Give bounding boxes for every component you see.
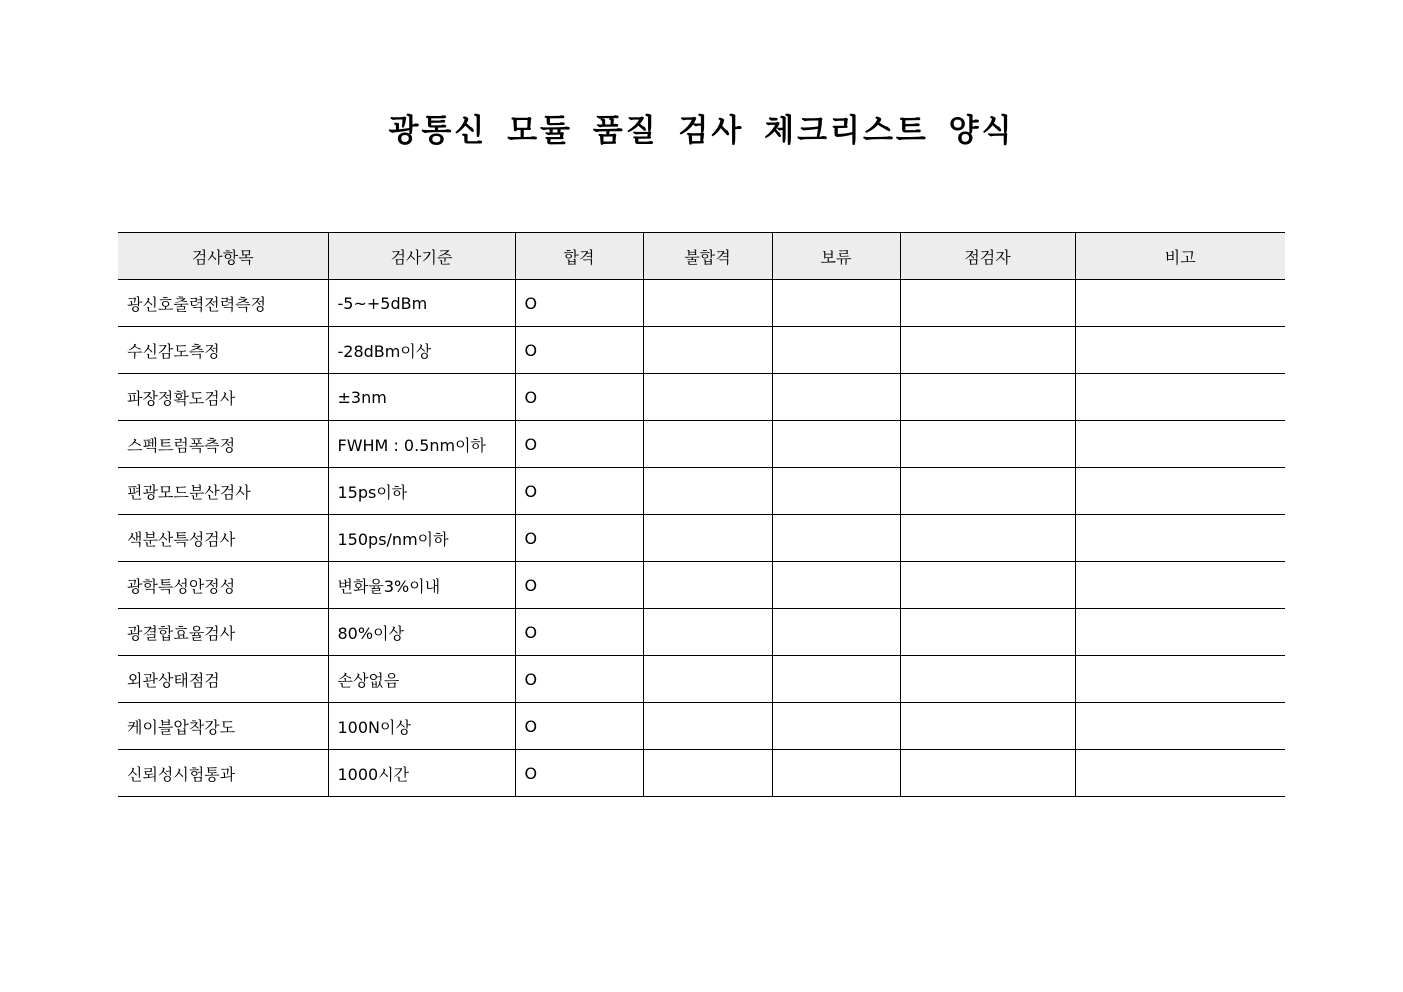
note-cell[interactable] — [1075, 750, 1285, 797]
header-cell-standard: 검사기준 — [328, 233, 515, 280]
item-cell: 스펙트럼폭측정 — [118, 421, 328, 468]
header-cell-inspector: 점검자 — [900, 233, 1075, 280]
table-row — [118, 280, 1285, 327]
item-cell: 광결합효율검사 — [118, 609, 328, 656]
fail-cell[interactable] — [643, 562, 772, 609]
pass-cell[interactable]: O — [515, 421, 643, 468]
fail-cell[interactable] — [643, 703, 772, 750]
hold-cell[interactable] — [772, 703, 900, 750]
pass-cell[interactable]: O — [515, 468, 643, 515]
table-row — [118, 515, 1285, 562]
standard-cell: 손상없음 — [328, 656, 515, 703]
table-row — [118, 468, 1285, 515]
item-cell: 파장정확도검사 — [118, 374, 328, 421]
standard-cell: 1000시간 — [328, 750, 515, 797]
fail-cell[interactable] — [643, 280, 772, 327]
note-cell[interactable] — [1075, 280, 1285, 327]
standard-cell: 150ps/nm이하 — [328, 515, 515, 562]
header-cell-pass: 합격 — [515, 233, 643, 280]
inspector-cell[interactable] — [900, 703, 1075, 750]
standard-cell: -28dBm이상 — [328, 327, 515, 374]
pass-cell[interactable]: O — [515, 656, 643, 703]
fail-cell[interactable] — [643, 421, 772, 468]
table-row — [118, 609, 1285, 656]
inspector-cell[interactable] — [900, 468, 1075, 515]
item-cell: 편광모드분산검사 — [118, 468, 328, 515]
item-cell: 케이블압착강도 — [118, 703, 328, 750]
inspector-cell[interactable] — [900, 374, 1075, 421]
inspection-checklist-table — [118, 232, 1285, 797]
table-row — [118, 421, 1285, 468]
hold-cell[interactable] — [772, 280, 900, 327]
inspector-cell[interactable] — [900, 562, 1075, 609]
item-cell: 신뢰성시험통과 — [118, 750, 328, 797]
pass-cell[interactable]: O — [515, 374, 643, 421]
inspector-cell[interactable] — [900, 656, 1075, 703]
inspector-cell[interactable] — [900, 515, 1075, 562]
page-title: 광통신 모듈 품질 검사 체크리스트 양식 — [388, 113, 1015, 149]
pass-cell[interactable]: O — [515, 280, 643, 327]
standard-cell: 80%이상 — [328, 609, 515, 656]
inspector-cell[interactable] — [900, 421, 1075, 468]
table-row — [118, 327, 1285, 374]
fail-cell[interactable] — [643, 515, 772, 562]
item-cell: 색분산특성검사 — [118, 515, 328, 562]
table-row — [118, 703, 1285, 750]
item-cell: 광신호출력전력측정 — [118, 280, 328, 327]
standard-cell: 100N이상 — [328, 703, 515, 750]
inspector-cell[interactable] — [900, 327, 1075, 374]
table-row — [118, 750, 1285, 797]
note-cell[interactable] — [1075, 562, 1285, 609]
inspector-cell[interactable] — [900, 750, 1075, 797]
item-cell: 외관상태점검 — [118, 656, 328, 703]
pass-cell[interactable]: O — [515, 515, 643, 562]
header-cell-hold: 보류 — [772, 233, 900, 280]
pass-cell[interactable]: O — [515, 609, 643, 656]
fail-cell[interactable] — [643, 468, 772, 515]
pass-cell[interactable]: O — [515, 327, 643, 374]
fail-cell[interactable] — [643, 327, 772, 374]
hold-cell[interactable] — [772, 374, 900, 421]
standard-cell: -5~+5dBm — [328, 280, 515, 327]
fail-cell[interactable] — [643, 374, 772, 421]
hold-cell[interactable] — [772, 656, 900, 703]
header-cell-fail: 불합격 — [643, 233, 772, 280]
hold-cell[interactable] — [772, 327, 900, 374]
header-cell-note: 비고 — [1075, 233, 1285, 280]
fail-cell[interactable] — [643, 609, 772, 656]
table-row — [118, 562, 1285, 609]
note-cell[interactable] — [1075, 468, 1285, 515]
standard-cell: 15ps이하 — [328, 468, 515, 515]
pass-cell[interactable]: O — [515, 750, 643, 797]
inspector-cell[interactable] — [900, 609, 1075, 656]
inspector-cell[interactable] — [900, 280, 1075, 327]
note-cell[interactable] — [1075, 515, 1285, 562]
standard-cell: ±3nm — [328, 374, 515, 421]
fail-cell[interactable] — [643, 750, 772, 797]
hold-cell[interactable] — [772, 421, 900, 468]
note-cell[interactable] — [1075, 703, 1285, 750]
table-row — [118, 656, 1285, 703]
note-cell[interactable] — [1075, 327, 1285, 374]
header-cell-item: 검사항목 — [118, 233, 328, 280]
item-cell: 광학특성안정성 — [118, 562, 328, 609]
item-cell: 수신감도측정 — [118, 327, 328, 374]
hold-cell[interactable] — [772, 562, 900, 609]
header-row — [118, 233, 1285, 280]
standard-cell: FWHM : 0.5nm이하 — [328, 421, 515, 468]
note-cell[interactable] — [1075, 374, 1285, 421]
table-row — [118, 374, 1285, 421]
pass-cell[interactable]: O — [515, 703, 643, 750]
standard-cell: 변화율3%이내 — [328, 562, 515, 609]
fail-cell[interactable] — [643, 656, 772, 703]
note-cell[interactable] — [1075, 421, 1285, 468]
hold-cell[interactable] — [772, 468, 900, 515]
note-cell[interactable] — [1075, 609, 1285, 656]
note-cell[interactable] — [1075, 656, 1285, 703]
hold-cell[interactable] — [772, 750, 900, 797]
hold-cell[interactable] — [772, 515, 900, 562]
pass-cell[interactable]: O — [515, 562, 643, 609]
hold-cell[interactable] — [772, 609, 900, 656]
